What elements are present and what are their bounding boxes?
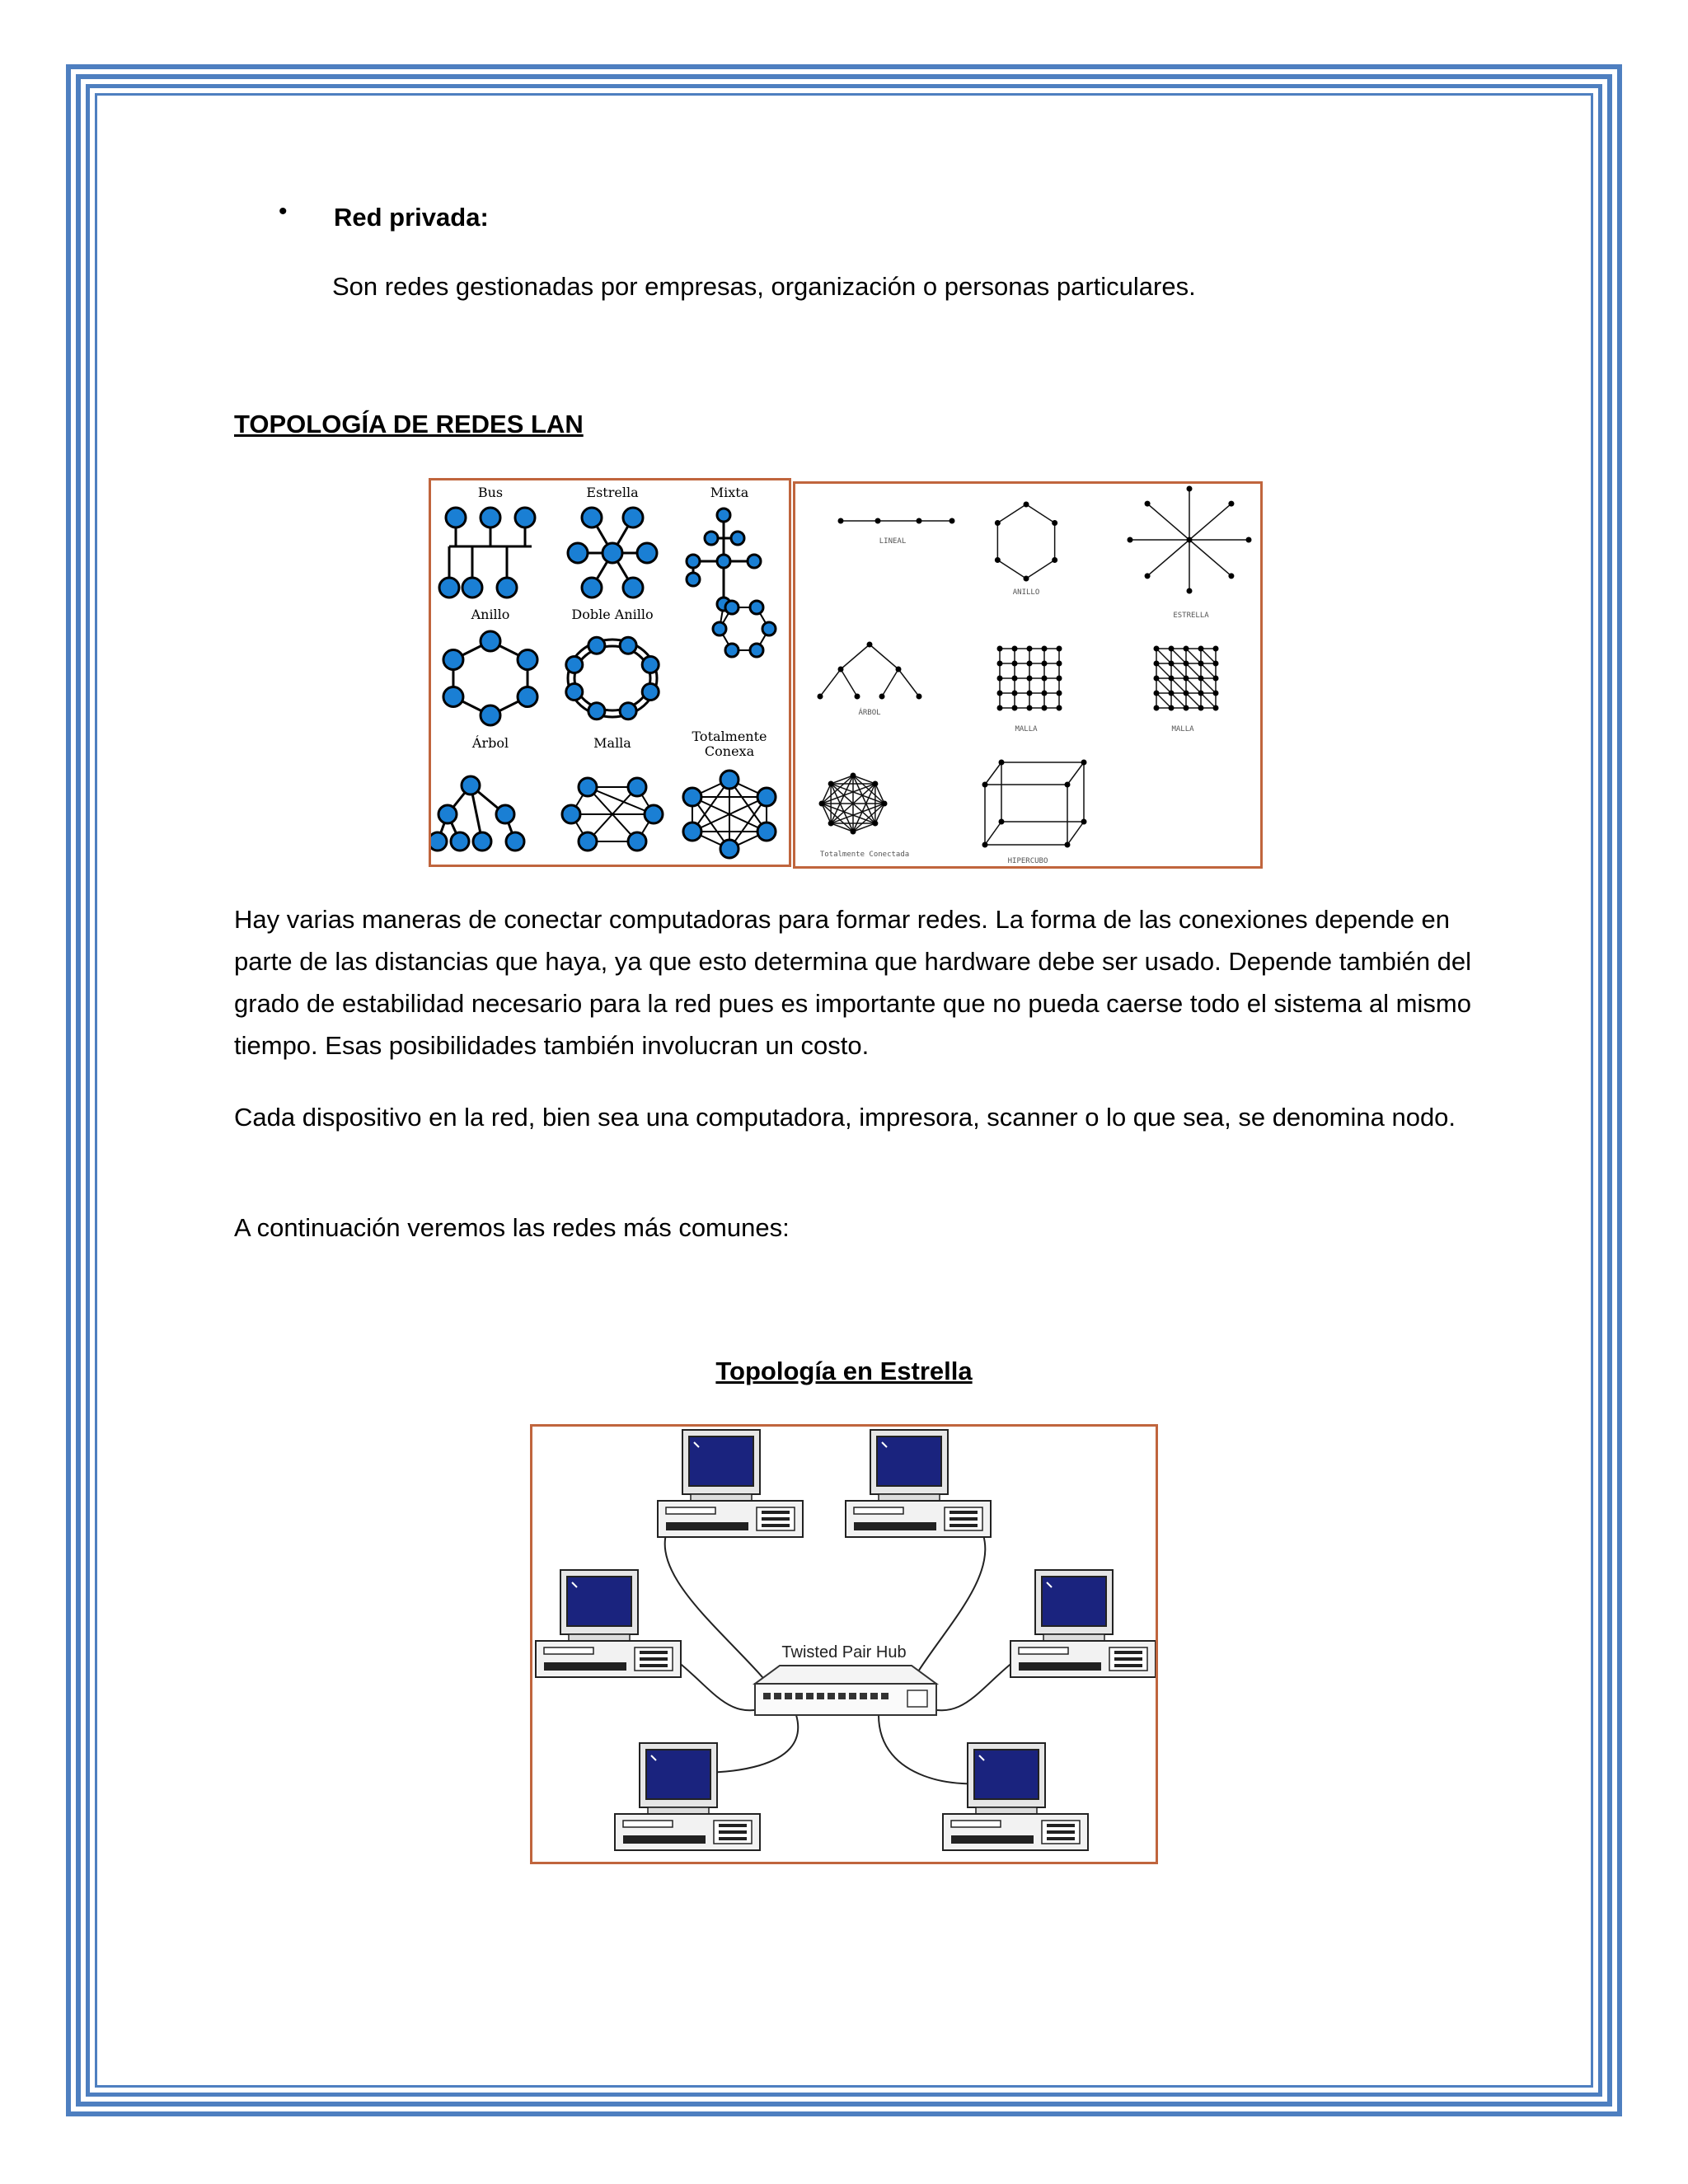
monitor-screen bbox=[646, 1750, 710, 1799]
node bbox=[683, 823, 701, 841]
node bbox=[982, 842, 988, 848]
label-bus: Bus bbox=[477, 485, 504, 500]
drive-slot bbox=[854, 1522, 936, 1530]
link bbox=[997, 560, 1026, 579]
hub-port bbox=[795, 1693, 803, 1699]
node bbox=[725, 644, 738, 657]
node bbox=[1198, 691, 1204, 696]
node bbox=[1213, 646, 1219, 652]
link bbox=[1186, 678, 1201, 693]
control-slot bbox=[762, 1511, 790, 1514]
hub bbox=[755, 1666, 936, 1715]
hub-port bbox=[763, 1693, 771, 1699]
node bbox=[623, 578, 643, 598]
label-arbol: Árbol bbox=[471, 735, 509, 751]
drive-slot bbox=[623, 1835, 706, 1844]
node bbox=[1213, 705, 1219, 711]
node bbox=[637, 543, 657, 563]
control-slot bbox=[950, 1511, 978, 1514]
link bbox=[820, 669, 841, 696]
link bbox=[1147, 540, 1189, 576]
drive-bay bbox=[854, 1507, 903, 1514]
node bbox=[1145, 573, 1151, 579]
node bbox=[828, 780, 834, 786]
monitor-stand bbox=[879, 1494, 940, 1501]
link bbox=[985, 762, 1001, 785]
node bbox=[566, 657, 583, 673]
node bbox=[1057, 661, 1062, 667]
link bbox=[898, 669, 919, 696]
hub-port bbox=[838, 1693, 846, 1699]
node bbox=[642, 683, 659, 700]
control-slot bbox=[640, 1664, 668, 1667]
node bbox=[1184, 676, 1189, 682]
node bbox=[950, 518, 955, 524]
node bbox=[1187, 486, 1193, 492]
hub-label: Twisted Pair Hub bbox=[781, 1643, 907, 1661]
node bbox=[1024, 576, 1029, 582]
control-slot bbox=[640, 1657, 668, 1661]
private-network-heading: Red privada: bbox=[334, 203, 489, 232]
node bbox=[917, 694, 922, 700]
node bbox=[1213, 661, 1219, 667]
node bbox=[1184, 661, 1189, 667]
monitor-screen bbox=[689, 1436, 753, 1486]
monitor-screen bbox=[877, 1436, 941, 1486]
link bbox=[1067, 822, 1084, 845]
control-slot bbox=[950, 1524, 978, 1527]
node bbox=[439, 578, 459, 598]
node bbox=[997, 705, 1003, 711]
label-mixta: Mixta bbox=[710, 485, 749, 500]
node bbox=[875, 518, 881, 524]
node bbox=[882, 801, 888, 807]
node bbox=[1081, 819, 1087, 825]
monitor-stand bbox=[1043, 1634, 1104, 1641]
node bbox=[443, 687, 463, 707]
label-totalmente: Totalmente bbox=[692, 729, 767, 744]
node bbox=[1198, 705, 1204, 711]
node bbox=[642, 657, 659, 673]
hub-port bbox=[870, 1693, 878, 1699]
link bbox=[882, 669, 898, 696]
node bbox=[717, 509, 730, 522]
node bbox=[518, 687, 537, 707]
node bbox=[1052, 520, 1057, 526]
link bbox=[1026, 504, 1055, 523]
hub-port bbox=[881, 1693, 889, 1699]
control-slot bbox=[1114, 1657, 1142, 1661]
computer-right bbox=[1010, 1570, 1156, 1677]
node bbox=[1012, 705, 1018, 711]
star-topology-drawing bbox=[532, 1427, 1156, 1862]
star-topology-diagram bbox=[530, 1424, 1158, 1864]
node bbox=[1154, 661, 1160, 667]
label-hipercubo: HIPERCUBO bbox=[1007, 857, 1048, 865]
paragraph-node: Cada dispositivo en la red, bien sea una computadora, impresora, scanner o lo que sea, se denomina nodo. bbox=[234, 1103, 1456, 1132]
node bbox=[851, 829, 856, 835]
node bbox=[917, 518, 922, 524]
node bbox=[628, 832, 646, 851]
link bbox=[1186, 649, 1201, 663]
node bbox=[819, 801, 825, 807]
node bbox=[995, 520, 1001, 526]
link bbox=[1171, 663, 1186, 678]
link bbox=[1201, 649, 1216, 663]
private-network-description: Son redes gestionadas por empresas, organización o personas particulares. bbox=[332, 272, 1196, 301]
computer-bottom-right bbox=[943, 1743, 1088, 1850]
node bbox=[757, 823, 776, 841]
node bbox=[1154, 646, 1160, 652]
node bbox=[720, 840, 738, 858]
node bbox=[1184, 646, 1189, 652]
node bbox=[725, 601, 738, 614]
link bbox=[1156, 649, 1171, 663]
node bbox=[496, 805, 514, 823]
label-malla-right-2: MALLA bbox=[1171, 725, 1194, 733]
label-conexa: Conexa bbox=[704, 743, 755, 759]
topology-heading: TOPOLOGÍA DE REDES LAN bbox=[234, 410, 584, 438]
node bbox=[1012, 676, 1018, 682]
node bbox=[1213, 691, 1219, 696]
node bbox=[851, 773, 856, 779]
drive-slot bbox=[1019, 1662, 1101, 1671]
node bbox=[1169, 705, 1175, 711]
node bbox=[518, 650, 537, 670]
node bbox=[1057, 705, 1062, 711]
node bbox=[1169, 661, 1175, 667]
node bbox=[462, 776, 480, 794]
node bbox=[579, 832, 597, 851]
node bbox=[1065, 842, 1071, 848]
ring-inner bbox=[574, 646, 650, 710]
node bbox=[879, 694, 885, 700]
node bbox=[431, 832, 447, 851]
control-slot bbox=[719, 1837, 747, 1840]
node bbox=[828, 821, 834, 827]
star-topology-heading: Topología en Estrella bbox=[715, 1357, 973, 1385]
node bbox=[1012, 646, 1018, 652]
node bbox=[1052, 557, 1057, 563]
node bbox=[451, 832, 469, 851]
drive-bay bbox=[544, 1647, 593, 1654]
monitor-screen bbox=[974, 1750, 1039, 1799]
node bbox=[506, 832, 524, 851]
node bbox=[1027, 646, 1033, 652]
node bbox=[1027, 691, 1033, 696]
node bbox=[683, 788, 701, 806]
node bbox=[997, 661, 1003, 667]
node bbox=[497, 578, 517, 598]
node bbox=[1198, 646, 1204, 652]
node bbox=[1184, 691, 1189, 696]
link bbox=[1147, 504, 1189, 540]
node bbox=[620, 637, 636, 654]
control-slot bbox=[640, 1651, 668, 1654]
control-slot bbox=[719, 1830, 747, 1834]
monitor-stand bbox=[648, 1807, 709, 1814]
drive-slot bbox=[666, 1522, 748, 1530]
node bbox=[628, 778, 646, 796]
link bbox=[1171, 678, 1186, 693]
node bbox=[1057, 646, 1062, 652]
drive-slot bbox=[951, 1835, 1034, 1844]
hub-port bbox=[806, 1693, 814, 1699]
node bbox=[1027, 661, 1033, 667]
node bbox=[997, 676, 1003, 682]
paragraph-common-networks: A continuación veremos las redes más comunes: bbox=[234, 1213, 790, 1242]
node bbox=[999, 760, 1005, 766]
link bbox=[1201, 678, 1216, 693]
node bbox=[818, 694, 823, 700]
left-topology-graphs bbox=[431, 508, 776, 858]
node bbox=[872, 821, 878, 827]
node bbox=[757, 788, 776, 806]
node bbox=[481, 705, 500, 725]
link bbox=[1171, 649, 1186, 663]
computers bbox=[536, 1430, 1156, 1850]
hub-port bbox=[785, 1693, 792, 1699]
node bbox=[838, 667, 844, 673]
computer-bottom-left bbox=[615, 1743, 760, 1850]
link bbox=[1026, 560, 1055, 579]
node bbox=[1187, 537, 1193, 543]
node bbox=[1024, 502, 1029, 508]
node bbox=[896, 667, 902, 673]
node bbox=[462, 578, 482, 598]
node bbox=[473, 832, 491, 851]
control-slot bbox=[1047, 1830, 1075, 1834]
node bbox=[1027, 705, 1033, 711]
drive-bay bbox=[1019, 1647, 1068, 1654]
label-estrella: Estrella bbox=[586, 485, 639, 500]
topology-diagram-right-drawing bbox=[795, 484, 1260, 866]
drive-bay bbox=[951, 1821, 1001, 1827]
node bbox=[588, 703, 605, 719]
node bbox=[1042, 661, 1048, 667]
node bbox=[1154, 676, 1160, 682]
control-slot bbox=[1114, 1651, 1142, 1654]
node bbox=[588, 637, 605, 654]
link bbox=[870, 644, 898, 669]
topology-diagram-right bbox=[793, 481, 1263, 869]
node bbox=[1057, 691, 1062, 696]
label-estrella-right: ESTRELLA bbox=[1173, 612, 1209, 620]
drive-bay bbox=[666, 1507, 715, 1514]
node bbox=[623, 508, 643, 527]
node bbox=[1184, 705, 1189, 711]
node bbox=[1228, 573, 1234, 579]
node bbox=[582, 578, 602, 598]
node bbox=[997, 646, 1003, 652]
computer-top-right bbox=[846, 1430, 991, 1537]
node bbox=[582, 508, 602, 527]
link bbox=[1201, 693, 1216, 708]
link bbox=[997, 504, 1026, 523]
node bbox=[982, 782, 988, 788]
node bbox=[566, 683, 583, 700]
node bbox=[1187, 588, 1193, 594]
link bbox=[1156, 693, 1171, 708]
node bbox=[1169, 691, 1175, 696]
node bbox=[645, 805, 663, 823]
topology-diagram-left bbox=[429, 478, 791, 867]
label-anillo: Anillo bbox=[471, 607, 510, 622]
link bbox=[1171, 693, 1186, 708]
node bbox=[1169, 646, 1175, 652]
node bbox=[515, 508, 535, 527]
node bbox=[562, 805, 580, 823]
hub-port bbox=[849, 1693, 856, 1699]
link bbox=[1186, 693, 1201, 708]
link bbox=[1189, 504, 1231, 540]
node bbox=[1154, 691, 1160, 696]
node bbox=[999, 819, 1005, 825]
control-slot bbox=[719, 1824, 747, 1827]
node bbox=[1057, 676, 1062, 682]
monitor-screen bbox=[567, 1577, 631, 1626]
control-slot bbox=[950, 1517, 978, 1521]
hub-port bbox=[828, 1693, 835, 1699]
link bbox=[841, 644, 870, 669]
list-bullet: • bbox=[279, 198, 288, 225]
node bbox=[762, 622, 776, 635]
node bbox=[579, 778, 597, 796]
node bbox=[720, 771, 738, 789]
node bbox=[1065, 782, 1071, 788]
link bbox=[1189, 540, 1231, 576]
label-arbol-right: ÁRBOL bbox=[858, 709, 881, 717]
node bbox=[1128, 537, 1133, 543]
node bbox=[1012, 691, 1018, 696]
node bbox=[997, 691, 1003, 696]
node bbox=[1042, 691, 1048, 696]
monitor-stand bbox=[976, 1807, 1037, 1814]
control-slot bbox=[762, 1517, 790, 1521]
node bbox=[443, 650, 463, 670]
link bbox=[1186, 663, 1201, 678]
paragraph-connections: Hay varias maneras de conectar computadoras para formar redes. La forma de las conexiones depende en parte de las distancias que haya, ya que esto determina que hardware debe ser usado. Depende también del grado de estabilidad necesario para la red pues es importante que no pueda caerse todo el sistema al mismo tiempo. Esas posibilidades también involucran un costo. bbox=[234, 905, 1472, 1060]
link bbox=[985, 822, 1001, 845]
label-totalmente-conectada: Totalmente Conectada bbox=[819, 851, 910, 859]
node bbox=[1012, 661, 1018, 667]
label-anillo-right: ANILLO bbox=[1012, 588, 1040, 597]
node bbox=[731, 532, 744, 545]
label-doble-anillo: Doble Anillo bbox=[571, 607, 654, 622]
node bbox=[568, 543, 588, 563]
node bbox=[687, 555, 700, 568]
monitor-screen bbox=[1042, 1577, 1106, 1626]
node bbox=[1228, 501, 1234, 507]
node bbox=[867, 642, 873, 648]
node bbox=[750, 601, 763, 614]
node bbox=[717, 555, 730, 568]
hub-port bbox=[774, 1693, 781, 1699]
node bbox=[750, 644, 763, 657]
node bbox=[446, 508, 466, 527]
link bbox=[1156, 678, 1171, 693]
node bbox=[1154, 705, 1160, 711]
node bbox=[687, 573, 700, 586]
node bbox=[481, 631, 500, 651]
node bbox=[1081, 760, 1087, 766]
link bbox=[1156, 663, 1171, 678]
node bbox=[1213, 676, 1219, 682]
computer-top-left bbox=[658, 1430, 803, 1537]
label-malla-right-1: MALLA bbox=[1015, 725, 1038, 733]
node bbox=[1042, 705, 1048, 711]
node bbox=[1198, 661, 1204, 667]
node bbox=[1042, 676, 1048, 682]
monitor-stand bbox=[691, 1494, 752, 1501]
monitor-stand bbox=[569, 1634, 630, 1641]
node bbox=[1027, 676, 1033, 682]
topology-diagram-left-drawing bbox=[431, 480, 789, 865]
cable bbox=[665, 1522, 780, 1699]
ring-outer bbox=[568, 640, 657, 717]
control-slot bbox=[762, 1524, 790, 1527]
node bbox=[603, 543, 622, 563]
computer-left bbox=[536, 1570, 681, 1677]
node bbox=[1198, 676, 1204, 682]
control-slot bbox=[1047, 1837, 1075, 1840]
node bbox=[705, 532, 718, 545]
node bbox=[872, 780, 878, 786]
node bbox=[995, 557, 1001, 563]
node bbox=[438, 805, 457, 823]
control-slot bbox=[1047, 1824, 1075, 1827]
node bbox=[481, 508, 500, 527]
node bbox=[620, 703, 636, 719]
hub-port bbox=[860, 1693, 867, 1699]
node bbox=[748, 555, 761, 568]
control-slot bbox=[1114, 1664, 1142, 1667]
node bbox=[855, 694, 860, 700]
drive-bay bbox=[623, 1821, 673, 1827]
link bbox=[1201, 663, 1216, 678]
node bbox=[1169, 676, 1175, 682]
drive-slot bbox=[544, 1662, 626, 1671]
node bbox=[838, 518, 844, 524]
node bbox=[1246, 537, 1252, 543]
node bbox=[1042, 646, 1048, 652]
label-malla: Malla bbox=[593, 735, 631, 751]
hub-port bbox=[817, 1693, 824, 1699]
link bbox=[841, 669, 857, 696]
node bbox=[1145, 501, 1151, 507]
label-lineal: LINEAL bbox=[879, 537, 907, 546]
node bbox=[713, 622, 726, 635]
link bbox=[1067, 762, 1084, 785]
